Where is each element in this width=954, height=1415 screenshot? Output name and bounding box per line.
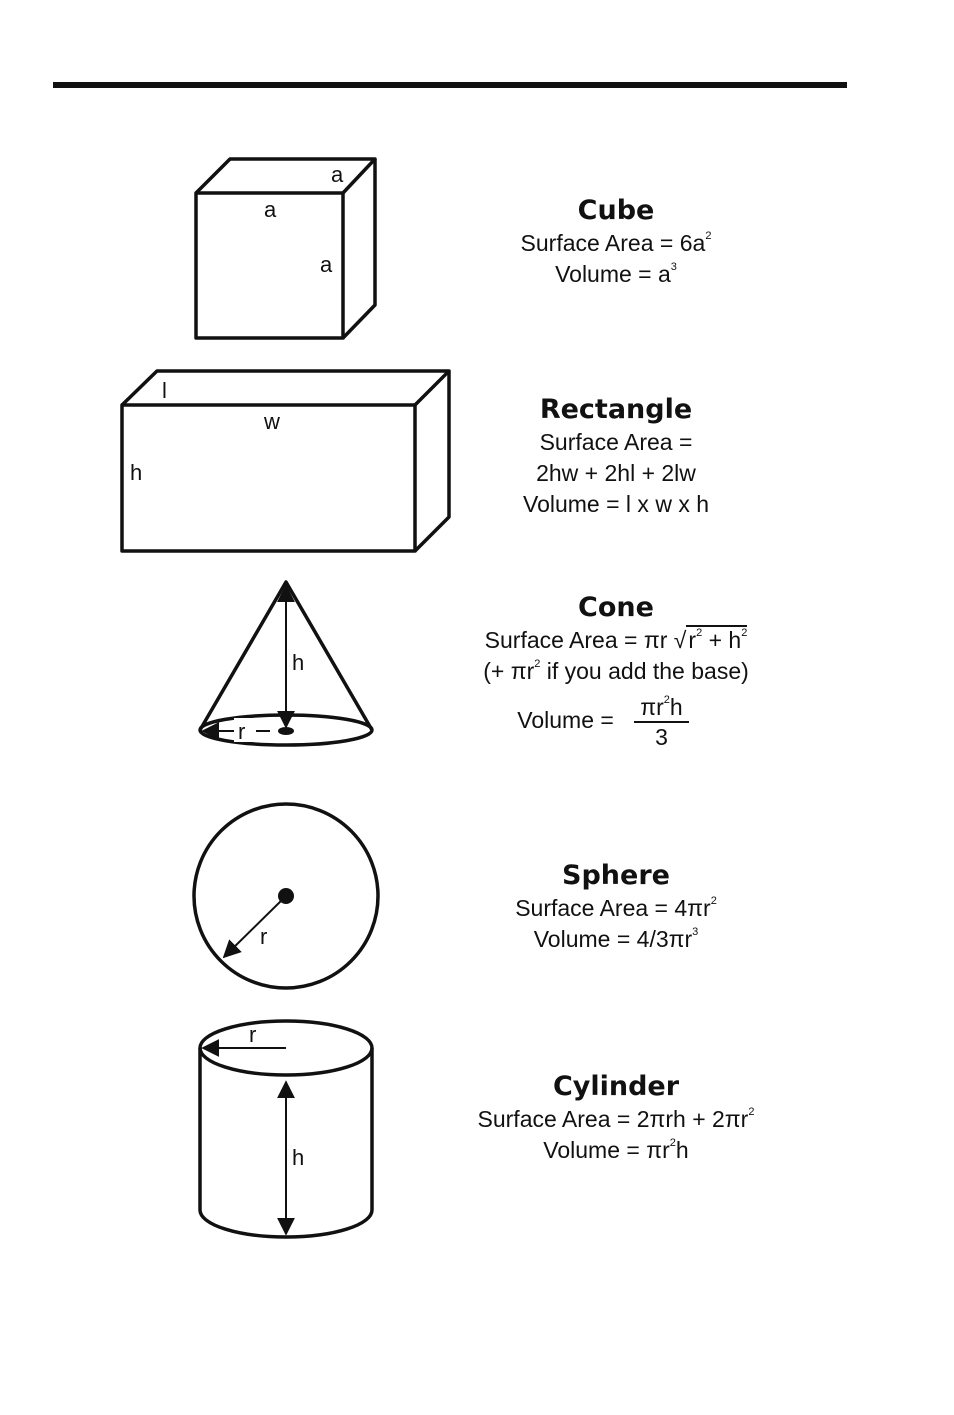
cylinder-surface-area: Surface Area = $2\pi rh + 2\pi r^2$: [477, 1106, 755, 1132]
rectangle-length-label: l: [162, 378, 167, 403]
cone-base-note: (+ $\pi r^2$ if you add the base): [483, 658, 749, 684]
cube-volume: Volume = $a^3$: [555, 261, 677, 287]
cone-surface-area: Surface Area = πr $√r^2 + h^2$: [484, 627, 748, 653]
rectangle-height-label: h: [130, 460, 143, 485]
sphere-radius-label: r: [260, 924, 268, 949]
cone-volume-fraction: $\frac{\pi r^2h}{3}$: [634, 693, 688, 751]
sphere-surface-area: Surface Area = $4\pi r^2$: [515, 895, 717, 921]
rectangle-formulas: [456, 393, 776, 520]
cube-edge-label-side: a: [320, 252, 333, 277]
cube-diagram: [196, 159, 375, 338]
cone-title: Cone: [578, 592, 654, 623]
cone-center-point: [278, 727, 294, 735]
cone-volume: Volume = $\frac{\pi r^2h}{3}$: [420, 693, 786, 751]
sphere-volume: Volume = $4/3\pi r^3$: [533, 926, 699, 952]
cylinder-diagram: [200, 1021, 372, 1237]
sphere-center-point: [278, 888, 294, 904]
cube-edge-label-front: a: [264, 197, 277, 222]
cylinder-radius-label: r: [249, 1022, 257, 1047]
rectangle-surface-area-label: Surface Area =: [539, 429, 693, 455]
cube-formulas: [456, 194, 776, 290]
rectangle-title: Rectangle: [539, 394, 693, 425]
cone-radius-label: r: [238, 719, 246, 744]
cone-diagram: [200, 582, 372, 745]
sphere-title: Sphere: [562, 860, 670, 891]
cube-title: Cube: [577, 195, 655, 226]
rectangle-width-label: w: [264, 409, 280, 434]
cylinder-title: Cylinder: [552, 1071, 680, 1102]
cone-height-label: h: [292, 650, 305, 675]
cylinder-volume: Volume = $\pi r^2h$: [543, 1137, 689, 1163]
sphere-formulas: [456, 859, 776, 955]
cone-formulas: [446, 591, 786, 751]
cylinder-height-label: h: [292, 1145, 305, 1170]
cube-edge-label-top: a: [331, 162, 344, 187]
cube-surface-area: Surface Area = $6a^2$: [520, 230, 712, 256]
rectangle-volume: Volume = l x w x h: [523, 491, 709, 517]
rectangle-surface-area-formula: 2hw + 2hl + 2lw: [536, 460, 696, 486]
rectangle-diagram: [122, 371, 449, 551]
cylinder-formulas: [446, 1070, 786, 1166]
